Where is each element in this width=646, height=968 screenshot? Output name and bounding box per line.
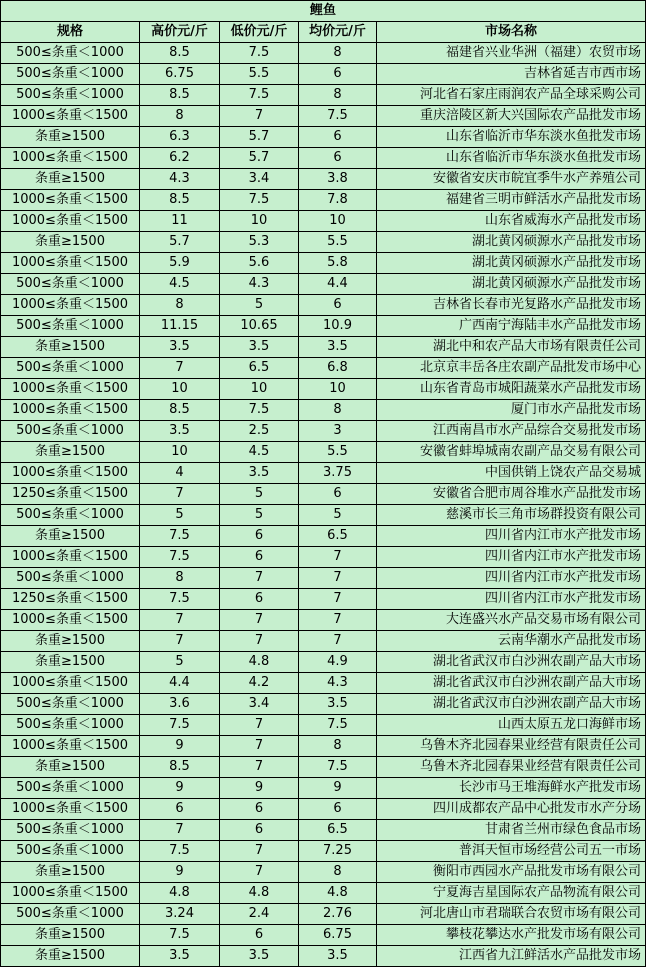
cell-spec: 1000≤条重＜1500 (1, 190, 140, 211)
cell-low-price: 4.8 (220, 883, 299, 904)
cell-avg-price: 6 (299, 295, 377, 316)
cell-high-price: 8 (140, 106, 220, 127)
cell-low-price: 5 (220, 484, 299, 505)
cell-low-price: 7 (220, 736, 299, 757)
cell-market-name: 四川省内江市水产批发市场 (377, 526, 646, 547)
cell-low-price: 5.5 (220, 64, 299, 85)
cell-avg-price: 2.76 (299, 904, 377, 925)
cell-avg-price: 4.3 (299, 673, 377, 694)
cell-high-price: 8 (140, 295, 220, 316)
cell-market-name: 山东省临沂市华东淡水鱼批发市场 (377, 127, 646, 148)
cell-avg-price: 3.5 (299, 946, 377, 967)
cell-avg-price: 7 (299, 631, 377, 652)
cell-avg-price: 3.8 (299, 169, 377, 190)
cell-low-price: 6.5 (220, 358, 299, 379)
cell-avg-price: 6 (299, 148, 377, 169)
table-row (1, 148, 646, 169)
cell-spec: 500≤条重＜1000 (1, 694, 140, 715)
table-row (1, 547, 646, 568)
cell-spec: 1250≤条重＜1500 (1, 589, 140, 610)
cell-spec: 1000≤条重＜1500 (1, 736, 140, 757)
cell-avg-price: 6 (299, 484, 377, 505)
cell-market-name: 四川省内江市水产批发市场 (377, 547, 646, 568)
cell-high-price: 3.5 (140, 946, 220, 967)
cell-market-name: 四川省内江市水产批发市场 (377, 589, 646, 610)
cell-market-name: 宁夏海吉星国际农产品物流有限公司 (377, 883, 646, 904)
cell-market-name: 安徽省合肥市周谷堆水产品批发市场 (377, 484, 646, 505)
cell-spec: 500≤条重＜1000 (1, 904, 140, 925)
cell-high-price: 7.5 (140, 715, 220, 736)
table-row (1, 127, 646, 148)
cell-high-price: 9 (140, 862, 220, 883)
cell-high-price: 8.5 (140, 190, 220, 211)
cell-low-price: 6 (220, 799, 299, 820)
cell-spec: 500≤条重＜1000 (1, 421, 140, 442)
table-row (1, 631, 646, 652)
cell-high-price: 5.9 (140, 253, 220, 274)
cell-low-price: 3.5 (220, 463, 299, 484)
cell-market-name: 安徽省蚌埠城南农副产品交易有限公司 (377, 442, 646, 463)
cell-low-price: 10.65 (220, 316, 299, 337)
table-row (1, 358, 646, 379)
cell-low-price: 5.7 (220, 148, 299, 169)
table-row (1, 820, 646, 841)
cell-market-name: 安徽省安庆市皖宜季牛水产养殖公司 (377, 169, 646, 190)
cell-high-price: 6.75 (140, 64, 220, 85)
cell-high-price: 10 (140, 379, 220, 400)
table-row (1, 568, 646, 589)
cell-high-price: 7.5 (140, 547, 220, 568)
cell-avg-price: 5 (299, 505, 377, 526)
table-body (1, 43, 646, 967)
cell-low-price: 3.5 (220, 337, 299, 358)
cell-low-price: 6 (220, 526, 299, 547)
cell-market-name: 大连盛兴水产品交易市场有限公司 (377, 610, 646, 631)
cell-market-name: 广西南宁海陆丰水产品批发市场 (377, 316, 646, 337)
cell-low-price: 4.2 (220, 673, 299, 694)
cell-spec: 500≤条重＜1000 (1, 64, 140, 85)
cell-low-price: 2.4 (220, 904, 299, 925)
table-row (1, 169, 646, 190)
cell-spec: 1000≤条重＜1500 (1, 211, 140, 232)
cell-high-price: 5 (140, 652, 220, 673)
header-avg-price: 均价元/斤 (299, 22, 377, 43)
cell-low-price: 7.5 (220, 43, 299, 64)
cell-market-name: 湖北省武汉市白沙洲农副产品大市场 (377, 673, 646, 694)
cell-low-price: 5 (220, 295, 299, 316)
cell-market-name: 四川省内江市水产批发市场 (377, 568, 646, 589)
cell-avg-price: 7.8 (299, 190, 377, 211)
table-row (1, 589, 646, 610)
cell-high-price: 3.5 (140, 337, 220, 358)
cell-low-price: 7.5 (220, 400, 299, 421)
cell-avg-price: 5.5 (299, 232, 377, 253)
cell-spec: 条重≥1500 (1, 232, 140, 253)
cell-avg-price: 6 (299, 64, 377, 85)
cell-market-name: 攀枝花攀达水产批发市场有限公司 (377, 925, 646, 946)
cell-avg-price: 8 (299, 85, 377, 106)
cell-high-price: 7.5 (140, 925, 220, 946)
cell-spec: 1250≤条重＜1500 (1, 484, 140, 505)
cell-spec: 条重≥1500 (1, 631, 140, 652)
table-row (1, 337, 646, 358)
cell-avg-price: 6.75 (299, 925, 377, 946)
table-row (1, 925, 646, 946)
cell-market-name: 乌鲁木齐北园春果业经营有限责任公司 (377, 736, 646, 757)
cell-low-price: 6 (220, 820, 299, 841)
cell-avg-price: 7.25 (299, 841, 377, 862)
cell-high-price: 6 (140, 799, 220, 820)
cell-market-name: 甘肃省兰州市绿色食品市场 (377, 820, 646, 841)
cell-market-name: 中国供销上饶农产品交易城 (377, 463, 646, 484)
cell-avg-price: 8 (299, 400, 377, 421)
cell-market-name: 云南华潮水产品批发市场 (377, 631, 646, 652)
cell-spec: 500≤条重＜1000 (1, 715, 140, 736)
cell-market-name: 湖北省武汉市白沙洲农副产品大市场 (377, 652, 646, 673)
table-row (1, 463, 646, 484)
cell-market-name: 长沙市马王堆海鲜水产批发市场 (377, 778, 646, 799)
cell-market-name: 河北唐山市君瑞联合农贸市场有限公司 (377, 904, 646, 925)
table-row (1, 736, 646, 757)
cell-low-price: 7.5 (220, 85, 299, 106)
table-row (1, 883, 646, 904)
cell-low-price: 7 (220, 610, 299, 631)
cell-spec: 1000≤条重＜1500 (1, 547, 140, 568)
table-row (1, 673, 646, 694)
table-row (1, 505, 646, 526)
cell-spec: 1000≤条重＜1500 (1, 883, 140, 904)
cell-low-price: 3.5 (220, 946, 299, 967)
cell-high-price: 8 (140, 568, 220, 589)
cell-high-price: 9 (140, 778, 220, 799)
cell-spec: 条重≥1500 (1, 652, 140, 673)
cell-spec: 500≤条重＜1000 (1, 85, 140, 106)
cell-spec: 500≤条重＜1000 (1, 841, 140, 862)
table-row (1, 484, 646, 505)
cell-avg-price: 3 (299, 421, 377, 442)
cell-low-price: 7 (220, 757, 299, 778)
cell-spec: 500≤条重＜1000 (1, 505, 140, 526)
cell-avg-price: 5.5 (299, 442, 377, 463)
cell-avg-price: 3.5 (299, 337, 377, 358)
cell-low-price: 5.7 (220, 127, 299, 148)
cell-avg-price: 6.8 (299, 358, 377, 379)
table-row (1, 778, 646, 799)
cell-high-price: 8.5 (140, 85, 220, 106)
cell-market-name: 福建省三明市鲜活水产品批发市场 (377, 190, 646, 211)
cell-low-price: 5.6 (220, 253, 299, 274)
header-high-price: 高价元/斤 (140, 22, 220, 43)
cell-spec: 500≤条重＜1000 (1, 358, 140, 379)
cell-market-name: 江西南昌市水产品综合交易批发市场 (377, 421, 646, 442)
cell-avg-price: 7.5 (299, 757, 377, 778)
cell-market-name: 厦门市水产品批发市场 (377, 400, 646, 421)
cell-spec: 500≤条重＜1000 (1, 568, 140, 589)
cell-spec: 500≤条重＜1000 (1, 820, 140, 841)
header-market-name: 市场名称 (377, 22, 646, 43)
cell-market-name: 慈溪市长三角市场群投资有限公司 (377, 505, 646, 526)
cell-high-price: 5 (140, 505, 220, 526)
cell-avg-price: 6 (299, 127, 377, 148)
cell-market-name: 吉林省延吉市西市场 (377, 64, 646, 85)
cell-high-price: 11.15 (140, 316, 220, 337)
cell-avg-price: 7.5 (299, 715, 377, 736)
cell-market-name: 吉林省长春市光复路水产品批发市场 (377, 295, 646, 316)
cell-avg-price: 10 (299, 379, 377, 400)
cell-high-price: 5.7 (140, 232, 220, 253)
cell-high-price: 4.4 (140, 673, 220, 694)
cell-high-price: 3.24 (140, 904, 220, 925)
table-row (1, 190, 646, 211)
cell-spec: 500≤条重＜1000 (1, 778, 140, 799)
cell-market-name: 湖北黄冈硕源水产品批发市场 (377, 253, 646, 274)
cell-spec: 1000≤条重＜1500 (1, 253, 140, 274)
cell-high-price: 7.5 (140, 841, 220, 862)
cell-high-price: 7.5 (140, 526, 220, 547)
cell-avg-price: 8 (299, 43, 377, 64)
cell-low-price: 6 (220, 547, 299, 568)
cell-high-price: 9 (140, 736, 220, 757)
cell-avg-price: 10 (299, 211, 377, 232)
cell-high-price: 7 (140, 820, 220, 841)
table-row (1, 715, 646, 736)
table-row (1, 841, 646, 862)
cell-low-price: 7.5 (220, 190, 299, 211)
cell-market-name: 山东省青岛市城阳蔬菜水产品批发市场 (377, 379, 646, 400)
cell-low-price: 3.4 (220, 169, 299, 190)
table-row (1, 442, 646, 463)
cell-avg-price: 3.75 (299, 463, 377, 484)
table-row (1, 862, 646, 883)
cell-market-name: 北京京丰岳各庄农副产品批发市场中心 (377, 358, 646, 379)
cell-avg-price: 3.5 (299, 694, 377, 715)
cell-market-name: 湖北中和农产品大市场有限责任公司 (377, 337, 646, 358)
header-row (1, 22, 646, 43)
cell-market-name: 衡阳市西园水产品批发市场有限公司 (377, 862, 646, 883)
table-row (1, 274, 646, 295)
cell-spec: 条重≥1500 (1, 862, 140, 883)
cell-spec: 500≤条重＜1000 (1, 316, 140, 337)
cell-high-price: 4.5 (140, 274, 220, 295)
cell-avg-price: 7.5 (299, 106, 377, 127)
table-row (1, 43, 646, 64)
cell-spec: 条重≥1500 (1, 946, 140, 967)
cell-spec: 条重≥1500 (1, 925, 140, 946)
table-title: 鲤鱼 (1, 1, 646, 22)
cell-avg-price: 4.4 (299, 274, 377, 295)
cell-spec: 条重≥1500 (1, 337, 140, 358)
cell-high-price: 6.3 (140, 127, 220, 148)
cell-low-price: 9 (220, 778, 299, 799)
cell-market-name: 湖北黄冈硕源水产品批发市场 (377, 274, 646, 295)
table-row (1, 295, 646, 316)
cell-market-name: 湖北省武汉市白沙洲农副产品大市场 (377, 694, 646, 715)
cell-avg-price: 8 (299, 736, 377, 757)
table-row (1, 232, 646, 253)
cell-avg-price: 4.8 (299, 883, 377, 904)
cell-low-price: 5 (220, 505, 299, 526)
table-row (1, 694, 646, 715)
table-row (1, 253, 646, 274)
cell-market-name: 乌鲁木齐北园春果业经营有限责任公司 (377, 757, 646, 778)
cell-low-price: 6 (220, 589, 299, 610)
cell-market-name: 普洱天恒市场经营公司五一市场 (377, 841, 646, 862)
cell-low-price: 3.4 (220, 694, 299, 715)
cell-market-name: 福建省兴业华洲（福建）农贸市场 (377, 43, 646, 64)
table-row (1, 211, 646, 232)
cell-spec: 500≤条重＜1000 (1, 274, 140, 295)
table-row (1, 316, 646, 337)
cell-spec: 条重≥1500 (1, 757, 140, 778)
cell-low-price: 7 (220, 631, 299, 652)
header-spec: 规格 (1, 22, 140, 43)
table-row (1, 379, 646, 400)
cell-avg-price: 7 (299, 547, 377, 568)
table-row (1, 64, 646, 85)
cell-spec: 1000≤条重＜1500 (1, 379, 140, 400)
cell-avg-price: 6.5 (299, 820, 377, 841)
cell-high-price: 7.5 (140, 589, 220, 610)
cell-high-price: 6.2 (140, 148, 220, 169)
cell-spec: 500≤条重＜1000 (1, 43, 140, 64)
cell-high-price: 3.6 (140, 694, 220, 715)
table-row (1, 400, 646, 421)
cell-avg-price: 7 (299, 568, 377, 589)
cell-avg-price: 4.9 (299, 652, 377, 673)
table-row (1, 610, 646, 631)
cell-high-price: 8.5 (140, 757, 220, 778)
cell-low-price: 7 (220, 841, 299, 862)
cell-low-price: 7 (220, 862, 299, 883)
cell-low-price: 4.8 (220, 652, 299, 673)
cell-low-price: 5.3 (220, 232, 299, 253)
cell-high-price: 7 (140, 610, 220, 631)
table-row (1, 421, 646, 442)
table-row (1, 799, 646, 820)
cell-spec: 1000≤条重＜1500 (1, 106, 140, 127)
cell-high-price: 7 (140, 484, 220, 505)
table-row (1, 652, 646, 673)
cell-high-price: 8.5 (140, 400, 220, 421)
cell-spec: 1000≤条重＜1500 (1, 400, 140, 421)
cell-spec: 1000≤条重＜1500 (1, 463, 140, 484)
cell-low-price: 2.5 (220, 421, 299, 442)
cell-low-price: 4.3 (220, 274, 299, 295)
cell-market-name: 河北省石家庄雨润农产品全球采购公司 (377, 85, 646, 106)
cell-avg-price: 7 (299, 610, 377, 631)
cell-spec: 条重≥1500 (1, 526, 140, 547)
cell-spec: 1000≤条重＜1500 (1, 295, 140, 316)
cell-low-price: 4.5 (220, 442, 299, 463)
table-row (1, 106, 646, 127)
cell-high-price: 4.8 (140, 883, 220, 904)
cell-market-name: 江西省九江鲜活水产品批发市场 (377, 946, 646, 967)
table-row (1, 85, 646, 106)
cell-spec: 1000≤条重＜1500 (1, 148, 140, 169)
cell-low-price: 10 (220, 211, 299, 232)
cell-avg-price: 9 (299, 778, 377, 799)
cell-high-price: 7 (140, 631, 220, 652)
cell-spec: 1000≤条重＜1500 (1, 610, 140, 631)
cell-high-price: 11 (140, 211, 220, 232)
cell-avg-price: 10.9 (299, 316, 377, 337)
cell-spec: 1000≤条重＜1500 (1, 673, 140, 694)
cell-high-price: 3.5 (140, 421, 220, 442)
header-low-price: 低价元/斤 (220, 22, 299, 43)
cell-spec: 条重≥1500 (1, 127, 140, 148)
cell-high-price: 7 (140, 358, 220, 379)
cell-spec: 条重≥1500 (1, 442, 140, 463)
cell-spec: 条重≥1500 (1, 169, 140, 190)
cell-avg-price: 6.5 (299, 526, 377, 547)
cell-market-name: 湖北黄冈硕源水产品批发市场 (377, 232, 646, 253)
cell-avg-price: 5.8 (299, 253, 377, 274)
cell-low-price: 7 (220, 568, 299, 589)
cell-market-name: 山东省临沂市华东淡水鱼批发市场 (377, 148, 646, 169)
cell-low-price: 7 (220, 715, 299, 736)
cell-low-price: 7 (220, 106, 299, 127)
table-row (1, 757, 646, 778)
cell-high-price: 8.5 (140, 43, 220, 64)
cell-high-price: 10 (140, 442, 220, 463)
cell-low-price: 10 (220, 379, 299, 400)
cell-low-price: 6 (220, 925, 299, 946)
cell-spec: 1000≤条重＜1500 (1, 799, 140, 820)
title-row (1, 1, 646, 22)
cell-high-price: 4.3 (140, 169, 220, 190)
table-row (1, 904, 646, 925)
cell-market-name: 山西太原五龙口海鲜市场 (377, 715, 646, 736)
table-row (1, 526, 646, 547)
cell-avg-price: 6 (299, 799, 377, 820)
cell-avg-price: 7 (299, 589, 377, 610)
cell-market-name: 四川成都农产品中心批发市水产分场 (377, 799, 646, 820)
cell-high-price: 4 (140, 463, 220, 484)
cell-market-name: 山东省威海水产品批发市场 (377, 211, 646, 232)
table-row (1, 946, 646, 967)
cell-market-name: 重庆涪陵区新大兴国际农产品批发市场 (377, 106, 646, 127)
cell-avg-price: 8 (299, 862, 377, 883)
